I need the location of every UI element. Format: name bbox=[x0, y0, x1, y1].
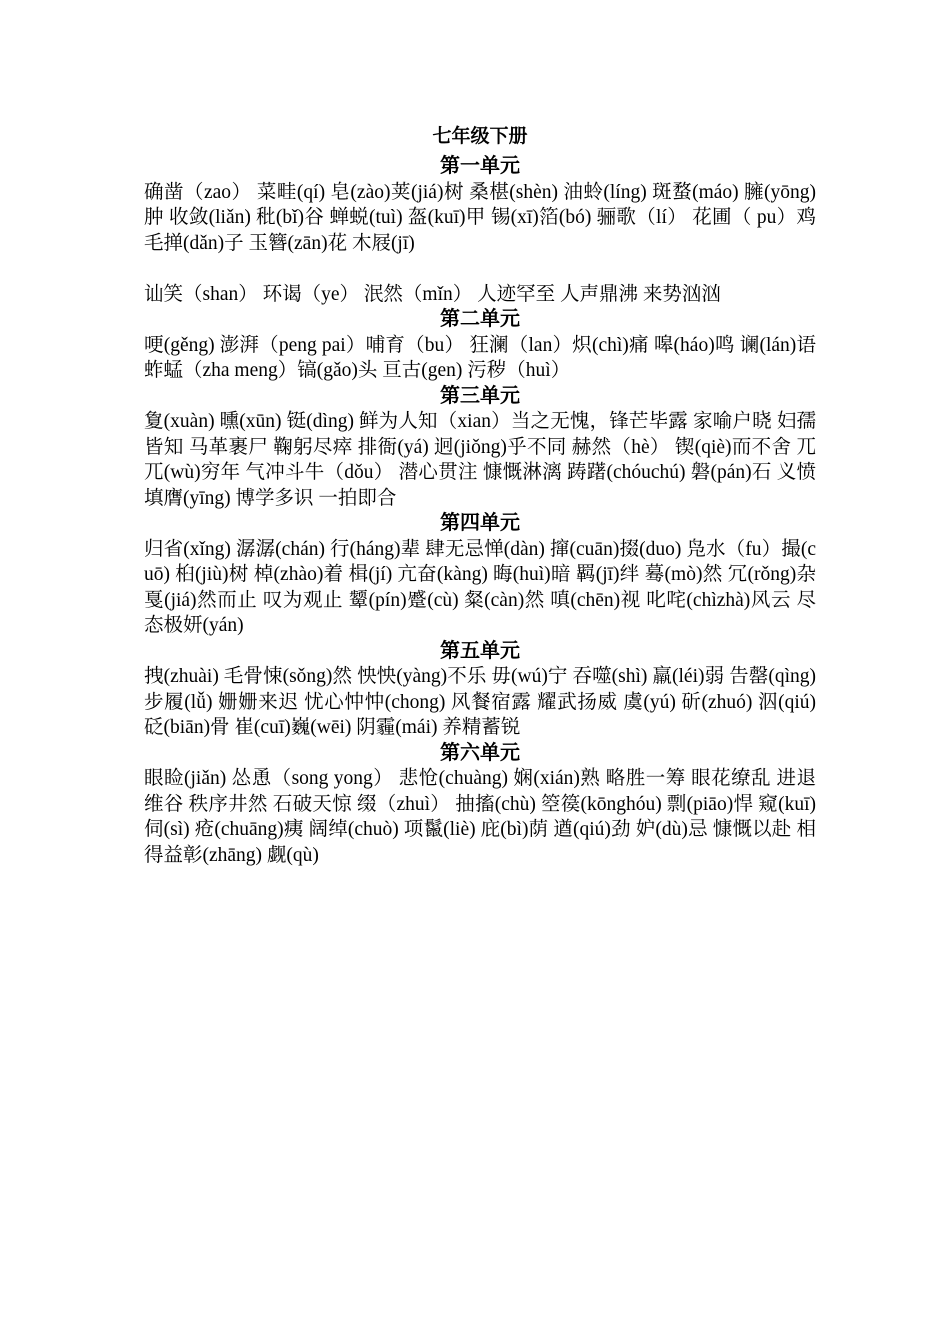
unit-2 bbox=[144, 307, 816, 384]
unit-title: 第六单元 bbox=[440, 741, 520, 764]
unit-6 bbox=[144, 741, 816, 869]
unit-vocabulary-text: 眼睑(jiǎn) 怂恿（song yong） 悲怆(chuàng) 娴(xián)熟 略胜一筹 眼花缭乱 进退维谷 秩序井然 石破天惊 缀（zhuì） 抽搐(chù) 箜篌(kōnghóu) 剽(piāo)悍 窥(kuī)伺(sì) 疮(chuāng)痍 阔绰(chuò) 项鬣(liè) 庇(bì)荫 遒(qiú)劲 妒(dù)忌 慷慨以赴 相得益彰(zhāng) 觑(qù) bbox=[144, 768, 816, 866]
unit-5 bbox=[144, 639, 816, 741]
unit-title: 第四单元 bbox=[440, 512, 520, 534]
document-title: 七年级下册 bbox=[432, 125, 528, 147]
unit-vocabulary-text: 拽(zhuài) 毛骨悚(sǒng)然 怏怏(yàng)不乐 毋(wú)宁 吞噬(shì) 羸(léi)弱 告罄(qìng) 步履(lǚ) 姗姗来迟 忧心忡忡(chong) 风餐宿露 耀武扬威 虞(yú) 斫(zhuó) 泅(qiú) 砭(biān)骨 崔(cuī)巍(wēi) 阴霾(mái) 养精蓄锐 bbox=[144, 666, 816, 738]
unit-vocabulary-text: 归省(xǐng) 潺潺(chán) 行(háng)辈 肆无忌惮(dàn) 撺(cuān)掇(duo) 凫水（fu）撮(cuō) 桕(jiù)树 棹(zhào)着 楫(jí) 亢奋(kàng) 晦(huì)暗 羁(jī)绊 蓦(mò)然 冗(rǒng)杂 戛(jiá)然而止 叹为观止 颦(pín)蹙(cù) 粲(càn)然 嗔(chēn)视 叱咤(chìzhà)风云 尽态极妍(yán) bbox=[144, 538, 816, 636]
unit-title: 第一单元 bbox=[440, 155, 520, 177]
unit-title: 第五单元 bbox=[440, 639, 520, 662]
unit-vocabulary-text: 夐(xuàn) 曛(xūn) 铤(dìng) 鲜为人知（xian）当之无愧，锋芒毕露 家喻户晓 妇孺皆知 马革裹尸 鞠躬尽瘁 排衙(yá) 迥(jiǒng)乎不同 赫然（hè） 锲(qiè)而不舍 兀兀(wù)穷年 气冲斗牛（dǒu） 潜心贯注 慷慨淋漓 踌躇(chóuchú) 磐(pán)石 义愤填膺(yīng) 博学多识 一拍即合 bbox=[144, 411, 816, 509]
unit-4 bbox=[144, 511, 816, 639]
unit-vocabulary-text: 确凿（zao） 菜畦(qí) 皂(zào)荚(jiá)树 桑椹(shèn) 油蛉(líng) 斑蝥(máo) 臃(yōng)肿 收敛(liǎn) 秕(bǐ)谷 蝉蜕(tuì) 盔(kuī)甲 锡(xī)箔(bó) 骊歌（lí） 花圃（ pu）鸡毛掸(dǎn)子 玉簪(zān)花 木屐(jī) bbox=[144, 181, 816, 254]
unit-vocabulary-text: 哽(gěng) 澎湃（peng pai）哺育（bu） 狂澜（lan）炽(chì)痛 嗥(háo)鸣 谰(lán)语 蚱蜢（zha meng）镐(gǎo)头 亘古(gen) 污秽（huì） bbox=[144, 334, 816, 381]
unit-vocabulary-text: 讪笑（shan） 环谒（ye） 泯然（mǐn） 人迹罕至 人声鼎沸 来势汹汹 bbox=[144, 283, 721, 305]
unit-3 bbox=[144, 384, 816, 512]
unit-title: 第三单元 bbox=[440, 384, 520, 407]
unit-title: 第二单元 bbox=[440, 308, 520, 330]
document-page bbox=[144, 122, 816, 868]
unit-1 bbox=[144, 154, 816, 307]
